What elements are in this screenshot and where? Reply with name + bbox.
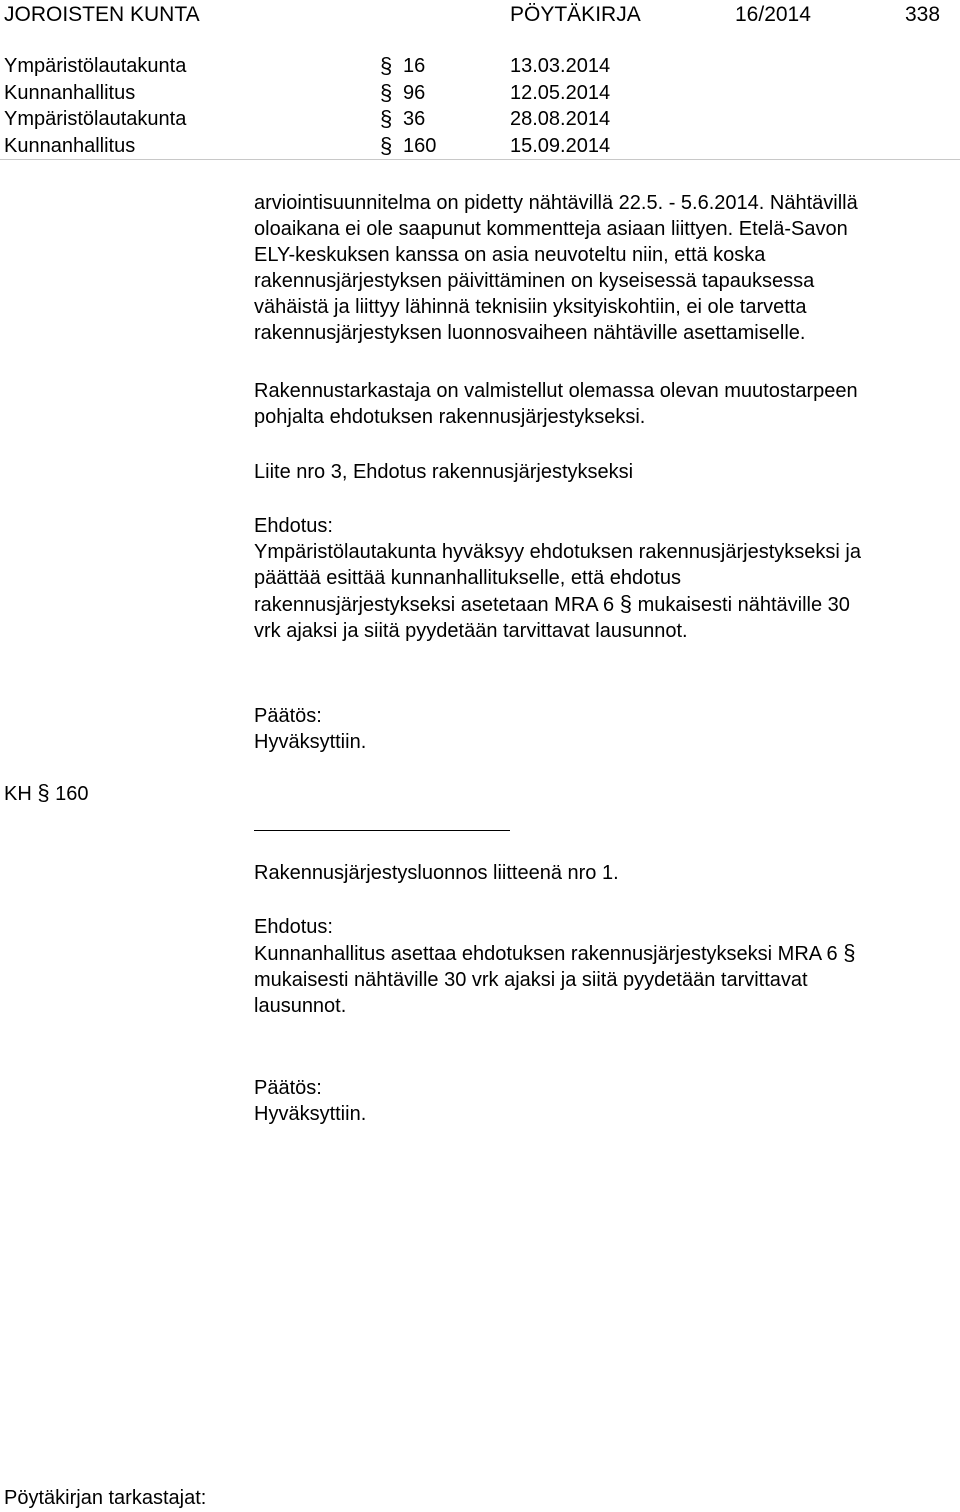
paragraph-background	[254, 190, 960, 346]
section-sign-icon: §	[619, 591, 632, 616]
kh-decision	[254, 1075, 366, 1127]
history-date: 13.03.2014	[510, 55, 611, 77]
history-date: 12.05.2014	[510, 81, 611, 104]
section-sign-icon: §	[380, 53, 393, 78]
history-body: Kunnanhallitus	[4, 81, 136, 104]
text-line: oloaikana ei ole saapunut kommentteja asiaan liittyen. Etelä-Savon	[254, 218, 848, 240]
environment-decision	[254, 703, 366, 755]
text-line: rakennusjärjestyksen luonnosvaiheen nähtäville asettamiselle.	[254, 322, 806, 344]
text-line: vähäistä ja liittyy lähinnä teknisiin yksityiskohtiin, ei ole tarvetta	[254, 296, 807, 318]
history-section-number: 16	[403, 55, 426, 77]
kh-label: KH	[4, 783, 32, 805]
history-date: 28.08.2014	[510, 108, 611, 130]
document-header	[0, 0, 960, 28]
minutes-checkers-label: Pöytäkirjan tarkastajat:	[4, 1487, 207, 1509]
kh-proposal	[254, 914, 855, 1019]
text-line: ELY-keskuksen kanssa on asia neuvoteltu niin, että koska	[254, 244, 766, 266]
text-line: rakennusjärjestyksen päivittäminen on kyseisessä tapauksessa	[254, 270, 815, 292]
history-row	[0, 106, 960, 133]
document-type: PÖYTÄKIRJA	[510, 3, 641, 26]
decision-label: Päätös:	[254, 1077, 322, 1099]
text-line	[254, 940, 855, 967]
text-line: mukaisesti nähtäville 30 vrk ajaksi ja siitä pyydetään tarvittavat	[254, 969, 808, 991]
history-section-number: 36	[403, 108, 426, 130]
text-line: päättää esittää kunnanhallitukselle, että ehdotus	[254, 567, 681, 589]
text-line: Rakennustarkastaja on valmistellut olemassa olevan muutostarpeen	[254, 380, 858, 402]
history-section-number: 160	[403, 134, 437, 157]
attachment-note: Liite nro 3, Ehdotus rakennusjärjestykseksi	[254, 461, 634, 483]
history-row	[0, 133, 960, 160]
decision-label: Päätös:	[254, 705, 322, 727]
proposal-label: Ehdotus:	[254, 515, 333, 537]
environment-proposal	[254, 513, 861, 644]
proposal-label: Ehdotus:	[254, 916, 333, 938]
kh-section-number: 160	[55, 783, 89, 805]
text-line: pohjalta ehdotuksen rakennusjärjestykseksi.	[254, 406, 646, 428]
section-sign-icon: §	[843, 940, 856, 965]
separator-line	[254, 830, 510, 831]
history-row	[0, 53, 960, 80]
decision-value: Hyväksyttiin.	[254, 731, 367, 753]
text-line: arviointisuunnitelma on pidetty nähtävillä 22.5. - 5.6.2014. Nähtävillä	[254, 192, 858, 214]
history-body: Ympäristölautakunta	[4, 55, 187, 77]
history-date: 15.09.2014	[510, 134, 611, 157]
text-line	[254, 591, 861, 618]
text-fragment: mukaisesti nähtäville 30	[637, 594, 850, 616]
handling-history	[0, 53, 960, 159]
section-sign-icon: §	[380, 106, 393, 131]
page-number: 338	[905, 3, 941, 26]
text-line: vrk ajaksi ja siitä pyydetään tarvittavat lausunnot.	[254, 620, 688, 642]
history-body: Kunnanhallitus	[4, 134, 136, 157]
section-sign-icon: §	[380, 132, 393, 158]
section-sign-icon: §	[380, 79, 393, 105]
header-divider	[0, 159, 960, 160]
kh-section-heading	[4, 780, 89, 807]
decision-value: Hyväksyttiin.	[254, 1103, 367, 1125]
kh-attachment-note: Rakennusjärjestysluonnos liitteenä nro 1.	[254, 862, 619, 884]
history-body: Ympäristölautakunta	[4, 108, 187, 130]
text-line: Ympäristölautakunta hyväksyy ehdotuksen rakennusjärjestykseksi ja	[254, 541, 861, 563]
text-fragment: Kunnanhallitus asettaa ehdotuksen rakennusjärjestykseksi MRA 6	[254, 943, 838, 965]
paragraph-preparation	[254, 378, 960, 430]
history-row	[0, 80, 960, 107]
document-number: 16/2014	[735, 3, 811, 26]
text-line: lausunnot.	[254, 995, 347, 1017]
history-section-number: 96	[403, 81, 426, 104]
municipality-name: JOROISTEN KUNTA	[4, 3, 200, 26]
section-sign-icon: §	[37, 780, 50, 805]
text-fragment: rakennusjärjestykseksi asetetaan MRA 6	[254, 594, 615, 616]
